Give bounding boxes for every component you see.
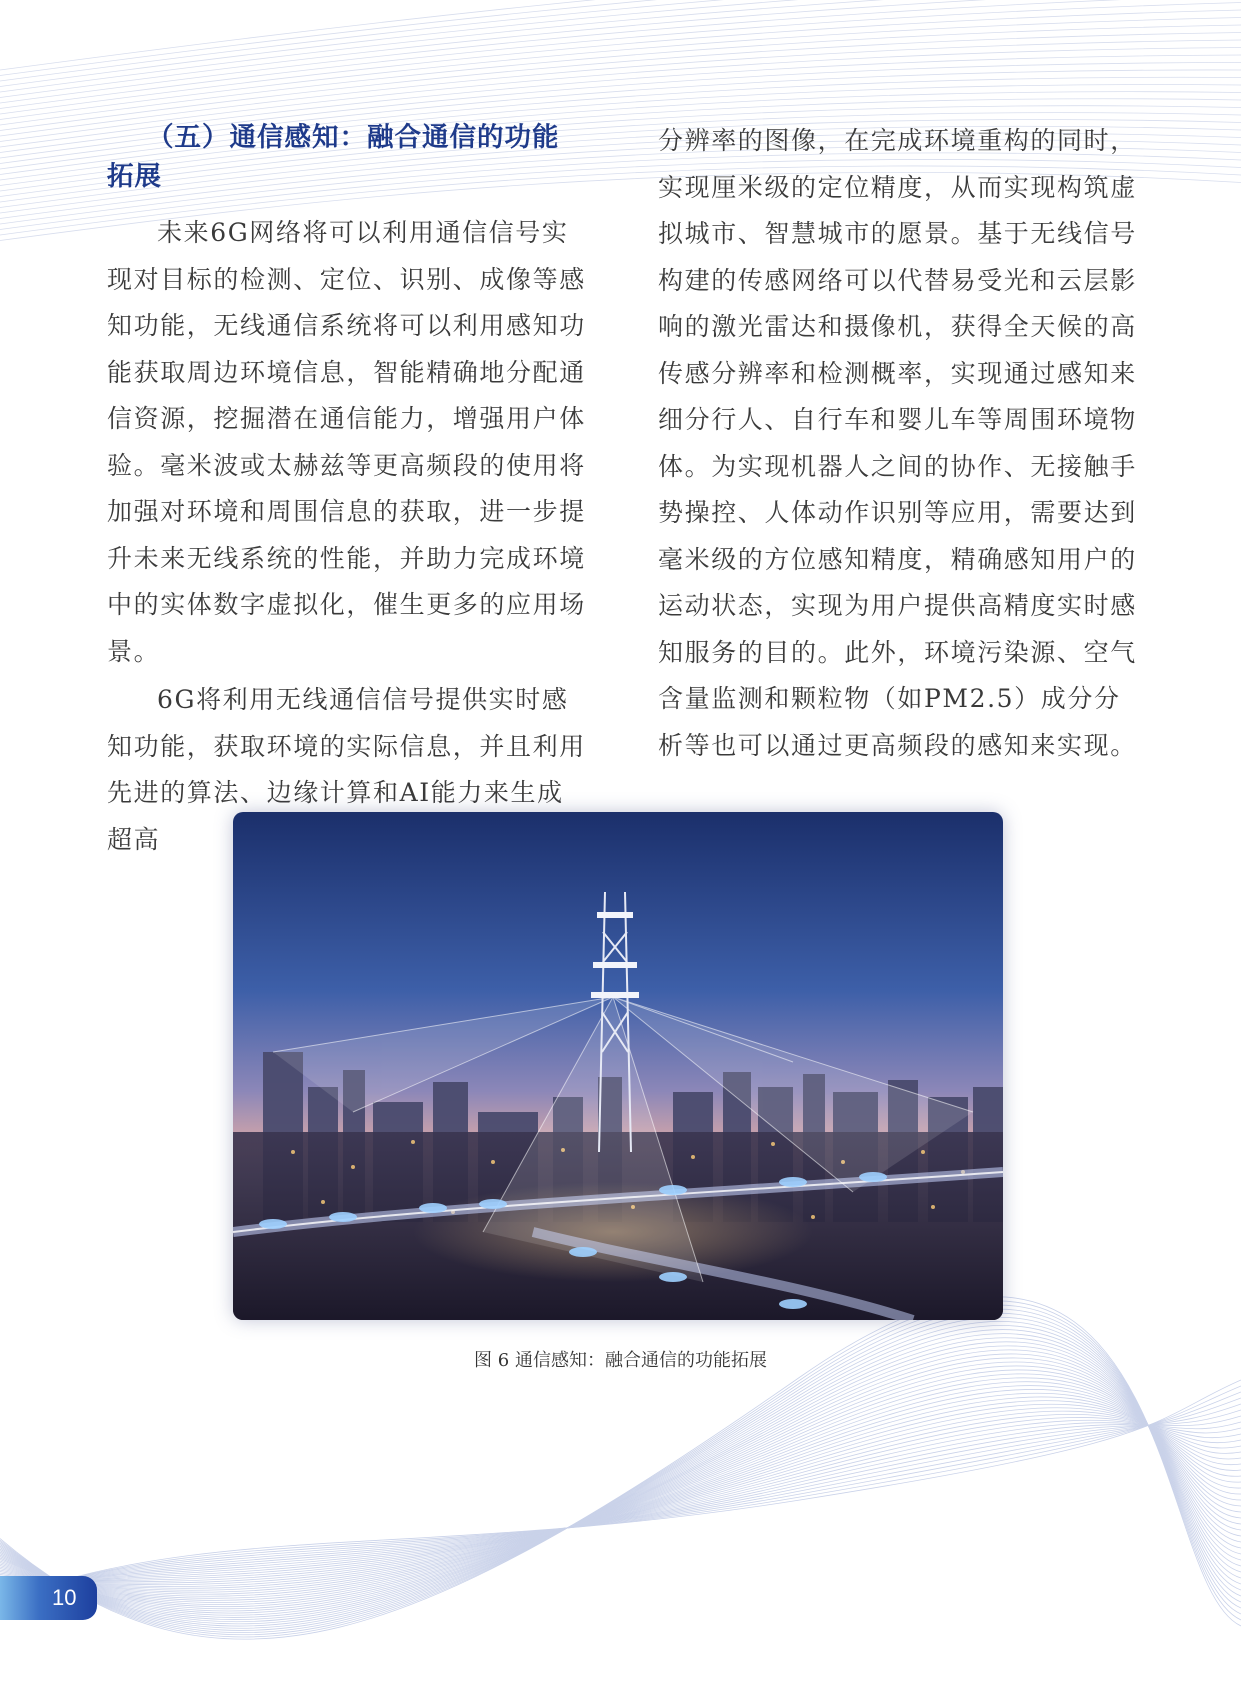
- city-night-illustration: [233, 812, 1003, 1320]
- left-text-column: [107, 118, 587, 863]
- city-6g-figure: [233, 812, 1003, 1320]
- paragraph: 未来6G网络将可以利用通信信号实现对目标的检测、定位、识别、成像等感知功能，无线通信系统将可以利用感知功能获取周边环境信息，智能精确地分配通信资源，挖掘潜在通信能力，增强用户体验。毫米波或太赫兹等更高频段的使用将加强对环境和周围信息的获取，进一步提升未来无线系统的性能，并助力完成环境中的实体数字虚拟化，催生更多的应用场景。: [107, 218, 586, 666]
- paragraph: 6G将利用无线通信信号提供实时感知功能，获取环境的实际信息，并且利用先进的算法、边缘计算和AI能力来生成超高: [107, 685, 586, 854]
- figure-caption: 图 6 通信感知：融合通信的功能拓展: [474, 1350, 767, 1371]
- page-number-badge: [0, 1576, 97, 1620]
- section-heading-line1: （五）通信感知：融合通信的功能: [147, 122, 560, 153]
- section-heading: [107, 118, 587, 196]
- page-number: 10: [52, 1585, 77, 1610]
- right-text-column: [658, 118, 1138, 769]
- paragraph: 分辨率的图像，在完成环境重构的同时，实现厘米级的定位精度，从而实现构筑虚拟城市、智慧城市的愿景。基于无线信号构建的传感网络可以代替易受光和云层影响的激光雷达和摄像机，获得全天候的高传感分辨率和检测概率，实现通过感知来细分行人、自行车和婴儿车等周围环境物体。为实现机器人之间的协作、无接触手势操控、人体动作识别等应用，需要达到毫米级的方位感知精度，精确感知用户的运动状态，实现为用户提供高精度实时感知服务的目的。此外，环境污染源、空气含量监测和颗粒物（如PM2.5）成分分析等也可以通过更高频段的感知来实现。: [658, 126, 1137, 760]
- section-heading-line2: 拓展: [107, 161, 162, 192]
